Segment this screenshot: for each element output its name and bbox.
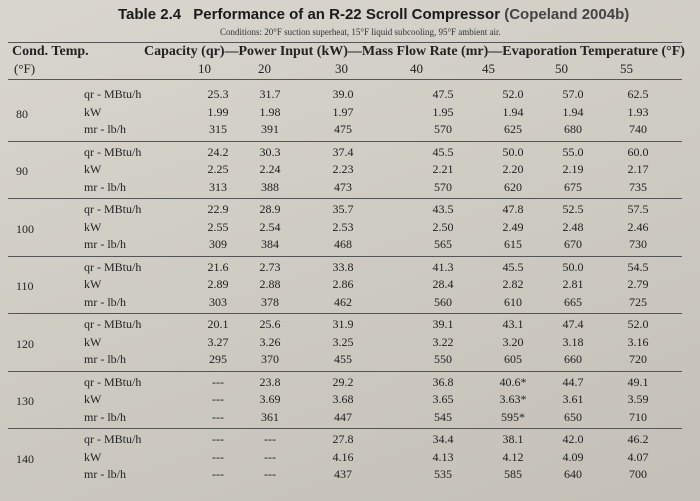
table-cell: 565 (434, 237, 452, 251)
table-cell: 1.94 (502, 104, 524, 119)
table-cell: 665 (564, 294, 582, 309)
evap-temp-header: 55 (620, 61, 633, 76)
table-cell: 46.2 (627, 432, 649, 446)
header-rule (8, 79, 682, 80)
table-cell: 468 (334, 237, 352, 251)
cond-temp-value: 90 (16, 164, 28, 178)
param-label: mr - lb/h (84, 179, 126, 194)
table-cell: --- (212, 432, 224, 446)
table-cell: 2.24 (259, 162, 281, 176)
table-cell: 2.86 (332, 277, 354, 291)
table-cell: 473 (334, 179, 352, 194)
table-cell: 50.0 (502, 144, 524, 159)
table-cell: 49.1 (627, 374, 649, 389)
table-cell: 2.25 (207, 162, 229, 176)
table-cell: 391 (261, 122, 279, 136)
table-cell: 22.9 (207, 202, 229, 216)
evap-temp-header: 50 (555, 61, 568, 76)
group-divider (8, 198, 682, 199)
table-cell: 545 (434, 409, 452, 424)
table-cell: 313 (209, 179, 227, 194)
table-cell: 3.69 (259, 392, 281, 406)
param-label: kW (84, 449, 102, 464)
table-cell: 45.5 (502, 259, 524, 274)
cond-temp-value: 120 (16, 336, 34, 351)
table-cell: 570 (434, 122, 452, 136)
table-cell: 3.27 (207, 334, 229, 349)
param-label: qr - MBtu/h (84, 317, 142, 331)
table-cell: 39.0 (332, 87, 354, 101)
table-cell: 38.1 (502, 432, 524, 446)
table-cell: 28.9 (259, 202, 281, 216)
table-cell: 309 (209, 237, 227, 251)
table-cell: 700 (629, 467, 647, 481)
table-cell: 725 (629, 294, 647, 309)
table-cell: --- (212, 449, 224, 464)
table-cell: 2.17 (627, 162, 649, 176)
table-cell: 31.7 (259, 87, 281, 101)
table-cell: 4.09 (562, 449, 584, 464)
table-cell: 2.21 (432, 162, 454, 176)
table-cell: 43.5 (432, 202, 454, 216)
table-cell: 3.59 (627, 392, 649, 406)
table-cell: 20.1 (207, 317, 229, 331)
cond-temp-value: 130 (16, 394, 34, 408)
table-cell: 475 (334, 122, 352, 136)
cond-temp-value: 80 (16, 106, 28, 121)
table-cell: 315 (209, 122, 227, 136)
table-cell: 447 (334, 409, 352, 424)
table-cell: 560 (434, 294, 452, 309)
table-cell: 2.79 (627, 277, 649, 291)
table-cell: 3.20 (502, 334, 524, 349)
table-cell: 33.8 (332, 259, 354, 274)
param-label: kW (84, 277, 102, 291)
table-cell: 3.16 (627, 334, 649, 349)
table-cell: 57.5 (627, 202, 649, 216)
table-cell: 2.48 (562, 219, 584, 234)
table-cell: 4.07 (627, 449, 649, 464)
table-cell: 378 (261, 294, 279, 309)
table-cell: 2.82 (502, 277, 524, 291)
table-cell: 25.3 (207, 87, 229, 101)
table-cell: 595* (501, 409, 525, 424)
table-cell: 650 (564, 409, 582, 424)
table-cell: 605 (504, 352, 522, 366)
table-cell: 40.6* (499, 374, 527, 389)
table-cell: 462 (334, 294, 352, 309)
table-cell: 570 (434, 179, 452, 194)
table-cell: 2.54 (259, 219, 281, 234)
table-cell: 3.26 (259, 334, 281, 349)
table-cell: 1.95 (432, 104, 454, 119)
table-cell: 41.3 (432, 259, 454, 274)
table-cell: 4.13 (432, 449, 454, 464)
param-label: kW (84, 219, 102, 234)
table-cell: 47.5 (432, 87, 454, 101)
evap-temp-header: 30 (335, 61, 348, 76)
group-divider (8, 371, 682, 372)
param-label: mr - lb/h (84, 352, 126, 366)
table-cell: 740 (629, 122, 647, 136)
table-cell: 30.3 (259, 144, 281, 159)
table-cell: 720 (629, 352, 647, 366)
table-cell: 60.0 (627, 144, 649, 159)
table-cell: 52.5 (562, 202, 584, 216)
group-divider (8, 428, 682, 429)
table-cell: 24.2 (207, 144, 229, 159)
table-cell: 2.88 (259, 277, 281, 291)
param-label: mr - lb/h (84, 122, 126, 136)
table-cell: 384 (261, 237, 279, 251)
table-cell: 54.5 (627, 259, 649, 274)
table-number: Table 2.4 (118, 6, 182, 23)
table-cell: 585 (504, 467, 522, 481)
table-cell: 52.0 (502, 87, 524, 101)
param-label: kW (84, 392, 102, 406)
table-cell: 1.98 (259, 104, 281, 119)
table-cell: 47.8 (502, 202, 524, 216)
top-rule (8, 42, 682, 43)
table-cell: 670 (564, 237, 582, 251)
table-cell: 3.68 (332, 392, 354, 406)
table-cell: 42.0 (562, 432, 584, 446)
table-cell: 4.12 (502, 449, 524, 464)
table-cell: 43.1 (502, 317, 524, 331)
legend-header: Capacity (qr)—Power Input (kW)—Mass Flow Rate (mr)—Evaporation Temperature (°F) (144, 44, 685, 59)
table-cell: 39.1 (432, 317, 454, 331)
table-cell: 2.19 (562, 162, 584, 176)
table-cell: --- (264, 449, 276, 464)
table-cell: 535 (434, 467, 452, 481)
table-cell: 31.9 (332, 317, 354, 331)
table-cell: 735 (629, 179, 647, 194)
param-label: mr - lb/h (84, 409, 126, 424)
cond-temp-unit: (°F) (14, 61, 36, 76)
param-label: qr - MBtu/h (84, 87, 142, 101)
table-cell: 44.7 (562, 374, 584, 389)
table-cell: 455 (334, 352, 352, 366)
table-cell: 2.50 (432, 219, 454, 234)
table-cell: 2.53 (332, 219, 354, 234)
table-cell: 550 (434, 352, 452, 366)
table-cell: 730 (629, 237, 647, 251)
cond-temp-header: Cond. Temp. (12, 44, 89, 59)
table-cell: 2.73 (259, 259, 281, 274)
table-cell: 660 (564, 352, 582, 366)
table-cell: 29.2 (332, 374, 354, 389)
table-title-text: Performance of an R-22 Scroll Compressor (193, 6, 501, 23)
group-divider (8, 141, 682, 142)
table-cell: 2.89 (207, 277, 229, 291)
table-cell: 57.0 (562, 87, 584, 101)
table-cell: 361 (261, 409, 279, 424)
table-cell: 2.55 (207, 219, 229, 234)
table-cell: 21.6 (207, 259, 229, 274)
table-conditions: Conditions: 20°F suction superheat, 15°F liquid subcooling, 95°F ambient air. (220, 27, 501, 37)
param-label: qr - MBtu/h (84, 432, 142, 446)
table-cell: --- (212, 374, 224, 389)
table-cell: 625 (504, 122, 522, 136)
param-label: qr - MBtu/h (84, 144, 142, 159)
table-cell: 437 (334, 467, 352, 481)
table-cell: 620 (504, 179, 522, 194)
table-cell: 50.0 (562, 259, 584, 274)
table-cell: 1.94 (562, 104, 584, 119)
param-label: kW (84, 104, 102, 119)
param-label: mr - lb/h (84, 237, 126, 251)
table-cell: 1.97 (332, 104, 354, 119)
group-divider (8, 313, 682, 314)
table-cell: --- (264, 432, 276, 446)
cond-temp-value: 100 (16, 221, 34, 236)
param-label: mr - lb/h (84, 467, 126, 481)
table-cell: 55.0 (562, 144, 584, 159)
table-cell: 37.4 (332, 144, 354, 159)
evap-temp-header: 45 (482, 61, 495, 76)
table-cell: 2.46 (627, 219, 649, 234)
table-cell: 45.5 (432, 144, 454, 159)
table-cell: 3.65 (432, 392, 454, 406)
table-cell: --- (264, 467, 276, 481)
group-divider (8, 256, 682, 257)
param-label: qr - MBtu/h (84, 259, 142, 274)
table-cell: --- (212, 467, 224, 481)
table-cell: 3.61 (562, 392, 584, 406)
table-cell: 388 (261, 179, 279, 194)
table-cell: 3.22 (432, 334, 454, 349)
evap-temp-header: 20 (258, 61, 271, 76)
param-label: kW (84, 162, 102, 176)
evap-temp-header: 40 (410, 61, 423, 76)
param-label: qr - MBtu/h (84, 202, 142, 216)
table-cell: 2.81 (562, 277, 584, 291)
table-cell: 640 (564, 467, 582, 481)
cond-temp-value: 140 (16, 451, 34, 466)
table-source: (Copeland 2004b) (504, 6, 630, 23)
table-cell: 2.20 (502, 162, 524, 176)
param-label: mr - lb/h (84, 294, 126, 309)
table-cell: 35.7 (332, 202, 354, 216)
table-cell: 62.5 (627, 87, 649, 101)
table-cell: 52.0 (627, 317, 649, 331)
table-cell: 710 (629, 409, 647, 424)
table-cell: 36.8 (432, 374, 454, 389)
table-cell: 25.6 (259, 317, 281, 331)
table-cell: 27.8 (332, 432, 354, 446)
table-cell: 303 (209, 294, 227, 309)
table-cell: 3.18 (562, 334, 584, 349)
table-cell: --- (212, 392, 224, 406)
table-cell: 23.8 (259, 374, 281, 389)
table-cell: 610 (504, 294, 522, 309)
table-cell: 2.49 (502, 219, 524, 234)
table-title (118, 6, 629, 23)
evap-temp-header: 10 (198, 61, 211, 76)
table-cell: 34.4 (432, 432, 454, 446)
cond-temp-value: 110 (16, 279, 34, 293)
table-cell: 4.16 (332, 449, 354, 464)
table-cell: 47.4 (562, 317, 584, 331)
table-cell: 3.25 (332, 334, 354, 349)
table-cell: 675 (564, 179, 582, 194)
table-cell: --- (212, 409, 224, 424)
table-cell: 295 (209, 352, 227, 366)
table-cell: 1.93 (627, 104, 649, 119)
param-label: qr - MBtu/h (84, 374, 142, 389)
table-cell: 2.23 (332, 162, 354, 176)
table-cell: 680 (564, 122, 582, 136)
param-label: kW (84, 334, 102, 349)
table-cell: 615 (504, 237, 522, 251)
table-cell: 370 (261, 352, 279, 366)
table-cell: 28.4 (432, 277, 454, 291)
table-cell: 3.63* (499, 392, 527, 406)
table-cell: 1.99 (207, 104, 229, 119)
